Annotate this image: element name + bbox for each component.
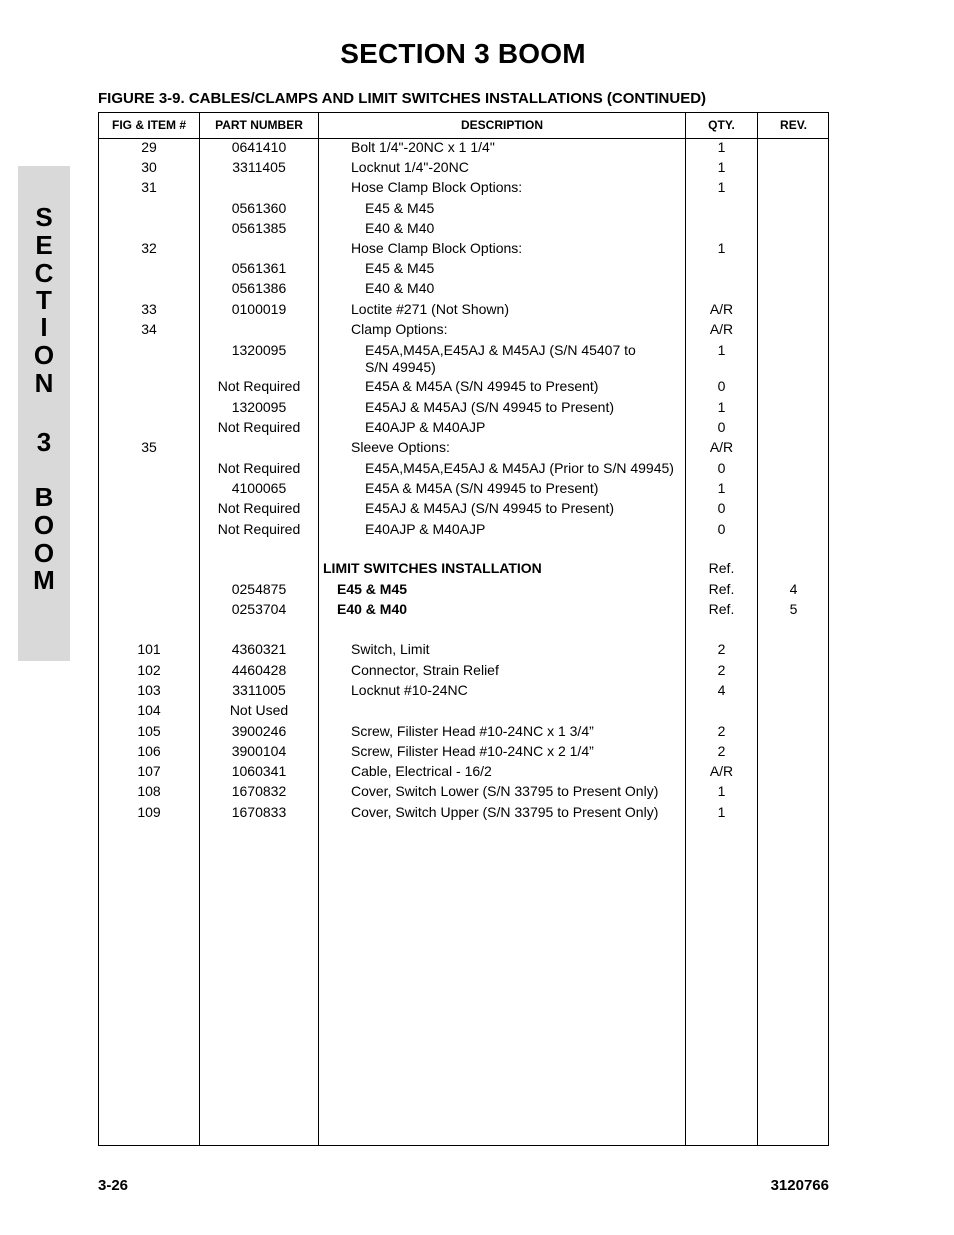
fig-item-cell: 103: [137, 682, 161, 698]
part-number-cell: 0561386: [231, 280, 287, 296]
fig-item-cell: 30: [141, 159, 157, 175]
qty-cell: Ref.: [708, 601, 735, 617]
part-number-cell: 0100019: [231, 301, 287, 317]
description-cell: Hose Clamp Block Options:: [351, 240, 523, 256]
part-number-cell: 0253704: [231, 601, 287, 617]
page-number: 3-26: [98, 1177, 129, 1194]
qty-cell: 1: [717, 342, 726, 358]
description-cell: Locknut #10-24NC: [351, 682, 468, 698]
side-tab-letter: N: [34, 368, 54, 398]
qty-cell: 1: [717, 480, 726, 496]
qty-cell: 0: [717, 419, 726, 435]
column-divider: [685, 113, 686, 1145]
qty-cell: 2: [717, 743, 726, 759]
fig-item-cell: 107: [137, 763, 161, 779]
fig-item-cell: 33: [141, 301, 157, 317]
description-cell: E45 & M45: [365, 200, 435, 216]
description-cell: E45A,M45A,E45AJ & M45AJ (S/N 45407 to: [365, 342, 636, 358]
side-tab-letter: O: [33, 510, 55, 540]
description-cell: E40 & M40: [337, 601, 408, 617]
description-cell: Hose Clamp Block Options:: [351, 179, 523, 195]
side-tab-letter: S: [35, 202, 53, 232]
document-number: 3120766: [770, 1177, 829, 1194]
description-cell: Cover, Switch Upper (S/N 33795 to Present Only): [351, 804, 659, 820]
fig-item-cell: 35: [141, 439, 157, 455]
qty-cell: 1: [717, 783, 726, 799]
qty-cell: 2: [717, 723, 726, 739]
part-number-cell: Not Required: [217, 500, 301, 516]
part-number-cell: 0561361: [231, 260, 287, 276]
fig-item-cell: 102: [137, 662, 161, 678]
side-tab-letter: C: [34, 258, 54, 288]
description-cell: E45A & M45A (S/N 49945 to Present): [365, 480, 599, 496]
fig-item-cell: 31: [141, 179, 157, 195]
description-cell: Cable, Electrical - 16/2: [351, 763, 492, 779]
part-number-cell: Not Required: [217, 460, 301, 476]
rev-cell: 5: [789, 601, 798, 617]
part-number-cell: 3900104: [231, 743, 287, 759]
side-tab-letter: 3: [36, 427, 52, 457]
table-header: [99, 113, 828, 139]
parts-table: [98, 112, 829, 1146]
header-part-number: PART NUMBER: [215, 118, 303, 132]
description-cell: E45A & M45A (S/N 49945 to Present): [365, 378, 599, 394]
part-number-cell: 1320095: [231, 399, 287, 415]
qty-cell: 1: [717, 179, 726, 195]
description-cell: Clamp Options:: [351, 321, 448, 337]
qty-cell: 1: [717, 159, 726, 175]
description-cell: Screw, Filister Head #10-24NC x 2 1/4”: [351, 743, 594, 759]
side-tab-letter: E: [35, 230, 53, 260]
part-number-cell: 1320095: [231, 342, 287, 358]
part-number-cell: 0254875: [231, 581, 287, 597]
part-number-cell: 1670833: [231, 804, 287, 820]
fig-item-cell: 105: [137, 723, 161, 739]
part-number-cell: 0641410: [231, 139, 287, 155]
part-number-cell: 4360321: [231, 641, 287, 657]
qty-cell: 1: [717, 139, 726, 155]
fig-item-cell: 29: [141, 139, 157, 155]
side-tab-letter: I: [40, 312, 48, 342]
qty-cell: A/R: [709, 321, 734, 337]
description-cell: Connector, Strain Relief: [351, 662, 499, 678]
section-title: SECTION 3 BOOM: [340, 38, 586, 69]
side-tab-letter: O: [33, 340, 55, 370]
description-cell: Cover, Switch Lower (S/N 33795 to Present Only): [351, 783, 659, 799]
header-description: DESCRIPTION: [460, 118, 543, 132]
fig-item-cell: 108: [137, 783, 161, 799]
description-cell: Bolt 1/4"-20NC x 1 1/4": [351, 139, 495, 155]
side-tab-letter: M: [33, 565, 55, 595]
column-divider: [757, 113, 758, 1145]
part-number-cell: 3311005: [232, 682, 286, 698]
qty-cell: 0: [717, 500, 726, 516]
qty-cell: Ref.: [708, 581, 735, 597]
section-side-tab: [18, 166, 70, 661]
description-cell: Locknut 1/4"-20NC: [351, 159, 469, 175]
description-cell: E45AJ & M45AJ (S/N 49945 to Present): [365, 500, 615, 516]
fig-item-cell: 32: [141, 240, 157, 256]
fig-item-cell: 101: [137, 641, 161, 657]
description-cell: Loctite #271 (Not Shown): [351, 301, 509, 317]
part-number-cell: Not Required: [217, 419, 301, 435]
description-cell: E45AJ & M45AJ (S/N 49945 to Present): [365, 399, 615, 415]
fig-item-cell: 104: [137, 702, 161, 718]
part-number-cell: 1060341: [231, 763, 287, 779]
description-cell: Screw, Filister Head #10-24NC x 1 3/4”: [351, 723, 594, 739]
qty-cell: 0: [717, 460, 726, 476]
description-cell: E45A,M45A,E45AJ & M45AJ (Prior to S/N 49945): [365, 460, 674, 476]
fig-item-cell: 106: [137, 743, 161, 759]
qty-cell: 0: [717, 521, 726, 537]
column-divider: [318, 113, 319, 1145]
qty-cell: A/R: [709, 439, 734, 455]
description-cell: E40AJP & M40AJP: [365, 419, 486, 435]
part-number-cell: Not Used: [229, 702, 289, 718]
part-number-cell: 4460428: [231, 662, 287, 678]
qty-cell: 1: [717, 240, 726, 256]
part-number-cell: 0561385: [231, 220, 287, 236]
part-number-cell: 0561360: [231, 200, 287, 216]
header-qty: QTY.: [708, 118, 735, 132]
fig-item-cell: 109: [137, 804, 161, 820]
qty-cell: 1: [717, 804, 726, 820]
description-cell: E45 & M45: [365, 260, 435, 276]
side-tab-letter: B: [34, 482, 54, 512]
header-fig-item: FIG & ITEM #: [111, 118, 186, 132]
description-cell-continued: S/N 49945): [365, 359, 436, 375]
description-cell: Sleeve Options:: [351, 439, 450, 455]
qty-cell: A/R: [709, 763, 734, 779]
side-tab-letter: T: [36, 285, 52, 315]
part-number-cell: 3900246: [231, 723, 287, 739]
qty-cell: 1: [717, 399, 726, 415]
qty-cell: Ref.: [708, 560, 735, 576]
part-number-cell: Not Required: [217, 378, 301, 394]
description-cell: LIMIT SWITCHES INSTALLATION: [323, 560, 542, 576]
description-cell: E40AJP & M40AJP: [365, 521, 486, 537]
side-tab-letter: O: [33, 538, 55, 568]
part-number-cell: Not Required: [217, 521, 301, 537]
rev-cell: 4: [789, 581, 798, 597]
figure-title: FIGURE 3-9. CABLES/CLAMPS AND LIMIT SWITCHES INSTALLATIONS (CONTINUED): [98, 90, 707, 107]
description-cell: Switch, Limit: [351, 641, 430, 657]
description-cell: E45 & M45: [337, 581, 408, 597]
qty-cell: A/R: [709, 301, 734, 317]
part-number-cell: 4100065: [231, 480, 287, 496]
qty-cell: 4: [717, 682, 726, 698]
fig-item-cell: 34: [141, 321, 157, 337]
description-cell: E40 & M40: [365, 280, 435, 296]
qty-cell: 2: [717, 662, 726, 678]
part-number-cell: 1670832: [231, 783, 287, 799]
qty-cell: 2: [717, 641, 726, 657]
part-number-cell: 3311405: [232, 159, 286, 175]
qty-cell: 0: [717, 378, 726, 394]
description-cell: E40 & M40: [365, 220, 435, 236]
header-rev: REV.: [780, 118, 807, 132]
